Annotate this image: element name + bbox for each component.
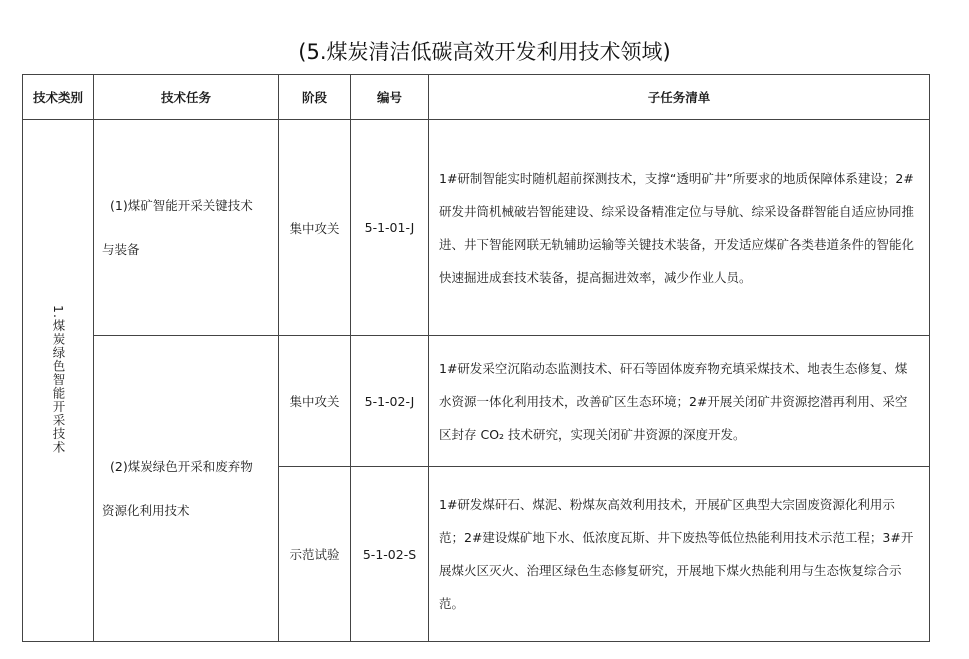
category-label: 1.煤炭绿色智能开采技术 <box>51 304 66 454</box>
page-title: (5.煤炭清洁低碳高效开发利用技术领域) <box>298 40 671 64</box>
tech-table <box>22 74 930 642</box>
stage-cell: 示范试验 <box>279 467 351 642</box>
table-row <box>23 336 930 467</box>
subtasks-cell: 1#研发采空沉陷动态监测技术、矸石等固体废弃物充填采煤技术、地表生态修复、煤水资源一体化利用技术，改善矿区生态环境；2#开展关闭矿井资源挖潜再利用、采空区封存 CO₂ 技术研究，实现关闭矿井资源的深度开发。 <box>429 336 930 467</box>
stage-cell: 集中攻关 <box>279 336 351 467</box>
code-cell: 5-1-01-J <box>351 120 429 336</box>
code-cell: 5-1-02-J <box>351 336 429 467</box>
table-row <box>23 120 930 336</box>
task-line: (2)煤炭绿色开采和废弃物 <box>110 458 253 474</box>
category-cell <box>23 120 94 642</box>
task-line: 与装备 <box>102 241 140 257</box>
stage-cell: 集中攻关 <box>279 120 351 336</box>
task-line: (1)煤矿智能开采关键技术 <box>110 197 253 213</box>
task-cell <box>94 336 279 642</box>
header-row <box>23 75 930 120</box>
header-code: 编号 <box>351 75 429 120</box>
header-category: 技术类别 <box>23 75 94 120</box>
subtasks-cell: 1#研制智能实时随机超前探测技术，支撑“透明矿井”所要求的地质保障体系建设；2#研发井筒机械破岩智能建设、综采设备精准定位与导航、综采设备群智能自适应协同推进、井下智能网联无轨辅助运输等关键技术装备，开发适应煤矿各类巷道条件的智能化快速掘进成套技术装备，提高掘进效率，减少作业人员。 <box>429 120 930 336</box>
header-task: 技术任务 <box>94 75 279 120</box>
subtasks-cell: 1#研发煤矸石、煤泥、粉煤灰高效利用技术，开展矿区典型大宗固废资源化利用示范；2#建设煤矿地下水、低浓度瓦斯、井下废热等低位热能利用技术示范工程；3#开展煤火区灭火、治理区绿色生态修复研究，开展地下煤火热能利用与生态恢复综合示范。 <box>429 467 930 642</box>
header-stage: 阶段 <box>279 75 351 120</box>
code-cell: 5-1-02-S <box>351 467 429 642</box>
task-line: 资源化利用技术 <box>102 502 190 518</box>
task-cell <box>94 120 279 336</box>
header-subtasks: 子任务清单 <box>429 75 930 120</box>
